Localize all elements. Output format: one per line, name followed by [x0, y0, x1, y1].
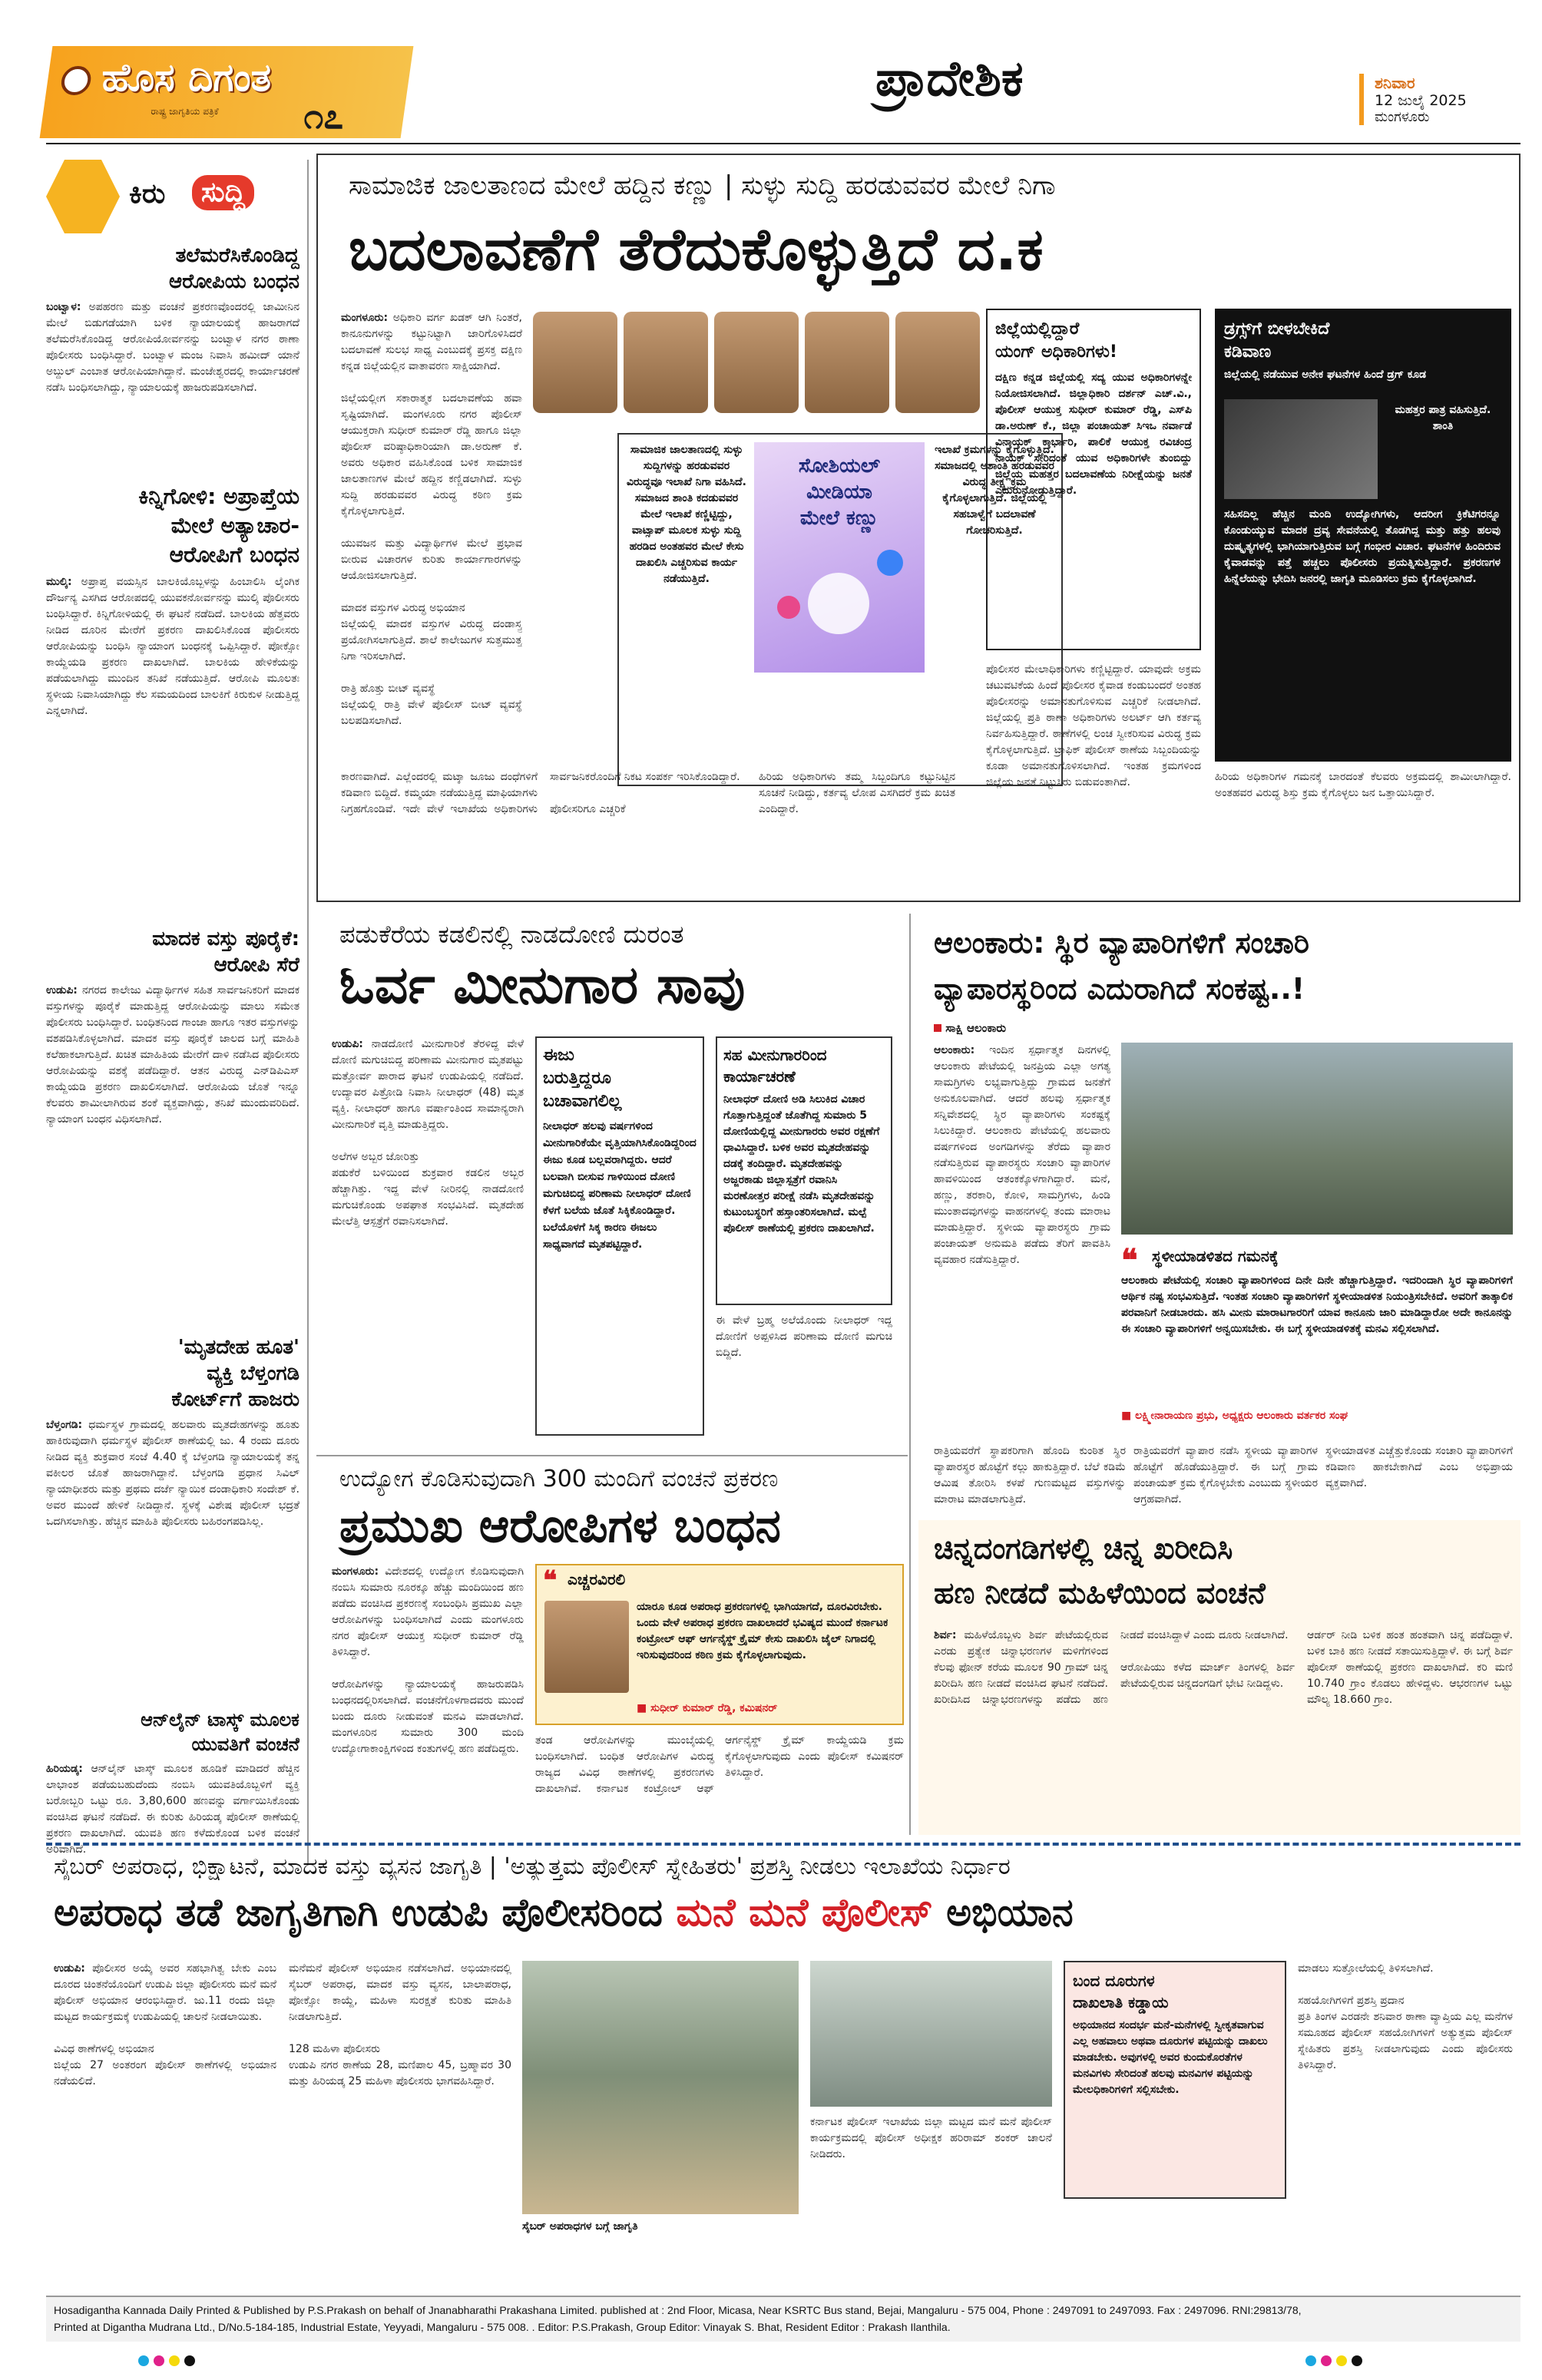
brief-item [46, 1707, 299, 1863]
masthead [46, 46, 1520, 154]
main-body-text: ಅಧಿಕಾರಿ ವರ್ಗ ಖಡಕ್ ಆಗಿ ನಿಂತರೆ, ಕಾನೂನುಗಳನ್ನು ಕಟ್ಟುನಿಟ್ಟಾಗಿ ಜಾರಿಗೊಳಿಸಿದರೆ ಬದಲಾವಣೆ ಸುಲಭ ಸಾಧ್ಯ ಎಂಬುದಕ್ಕೆ ಪ್ರಸಕ್ತ ದಕ್ಷಿಣ ಕನ್ನಡ ಜಿಲ್ಲೆಯಲ್ಲಿನ ವಾತಾವರಣ ಸಾಕ್ಷಿಯಾಗಿದೆ. ಜಿಲ್ಲೆಯಲ್ಲೀಗ ಸಕಾರಾತ್ಮಕ ಬದಲಾವಣೆಯ ಹವಾ ಸೃಷ್ಟಿಯಾಗಿದೆ. ಮಂಗಳೂರು ನಗರ ಪೊಲೀಸ್ ಆಯುಕ್ತರಾಗಿ ಸುಧೀರ್ ಕುಮಾರ್ ರೆಡ್ಡಿ ಹಾಗೂ ಜಿಲ್ಲಾ ಪೊಲೀಸ್ ವರಿಷ್ಠಾಧಿಕಾರಿಯಾಗಿ ಡಾ.ಅರುಣ್ ಕೆ. ಅವರು ಅಧಿಕಾರ ವಹಿಸಿಕೊಂಡ ಬಳಿಕ ಸಾಮಾಜಿಕ ಜಾಲತಾಣಗಳ ಮೇಲೆ ಹದ್ದಿನ ಕಣ್ಣಿಡಲಾಗಿದೆ. ಸುಳ್ಳು ಸುದ್ದಿ ಹರಡುವವರ ವಿರುದ್ಧ ಕಠಿಣ ಕ್ರಮ ಕೈಗೊಳ್ಳಲಾಗುತ್ತಿದೆ. ಯುವಜನ ಮತ್ತು ವಿದ್ಯಾರ್ಥಿಗಳ ಮೇಲೆ ಪ್ರಭಾವ ಬೀರುವ ವಿಚಾರಗಳ ಕುರಿತು ಕಾರ್ಯಾಗಾರಗಳನ್ನು ಆಯೋಜಿಸಲಾಗುತ್ತಿದೆ. ಮಾದಕ ವಸ್ತುಗಳ ವಿರುದ್ಧ ಅಭಿಯಾನ ಜಿಲ್ಲೆಯಲ್ಲಿ ಮಾದಕ ವಸ್ತುಗಳ ವಿರುದ್ಧ ದಂಡಾಸ್ತ್ರ ಪ್ರಯೋಗಿಸಲಾಗುತ್ತಿದೆ. ಶಾಲೆ ಕಾಲೇಜುಗಳ ಸುತ್ತಮುತ್ತ ನಿಗಾ ಇರಿಸಲಾಗಿದೆ. ರಾತ್ರಿ ಹೊತ್ತು ಬೀಟ್ ವ್ಯವಸ್ಥೆ ಜಿಲ್ಲೆಯಲ್ಲಿ ರಾತ್ರಿ ವೇಳೆ ಪೊಲೀಸ್ ಬೀಟ್ ವ್ಯವಸ್ಥೆ ಬಲಪಡಿಸಲಾಗಿದೆ. [341, 312, 522, 727]
story-boat-accident [316, 914, 900, 1443]
story-job-fraud [316, 1455, 908, 1835]
brief-item [46, 482, 299, 912]
story3-dateline: ಆಲಂಕಾರು: [934, 1044, 975, 1056]
story3-body-bottom-mid: ರಾತ್ರಿಯವರೆಗೆ ವ್ಯಾಪಾರ ನಡೆಸಿ ಸ್ಥಳೀಯ ವ್ಯಾಪಾರಿಗಳ ಹೊಟ್ಟೆಗೆ ಹೊಡೆಯುತ್ತಿದ್ದಾರೆ. ಈ ಬಗ್ಗೆ ಗ್ರಾಮ ಪಂಚಾಯತ್ ಕ್ರಮ ಕೈಗೊಳ್ಳಬೇಕು ಎಂಬುದು ಸ್ಥಳೀಯರ ಆಗ್ರಹವಾಗಿದೆ. [1133, 1445, 1318, 1506]
story3-headline: ಆಲಂಕಾರು: ಸ್ಥಿರ ವ್ಯಾಪಾರಿಗಳಿಗೆ ಸಂಚಾರಿ ವ್ಯಾಪಾರಸ್ಥರಿಂದ ಎದುರಾಗಿದೆ ಸಂಕಷ್ಟ..! [934, 926, 1309, 1006]
story4-headline: ಪ್ರಮುಖ ಆರೋಪಿಗಳ ಬಂಧನ [339, 1499, 781, 1553]
story2-kicker: ಪಡುಕೆರೆಯ ಕಡಲಿನಲ್ಲಿ ನಾಡದೋಣಿ ದುರಂತ [339, 920, 684, 949]
story3-body [934, 1043, 1110, 1426]
brief-text: ನಗರದ ಕಾಲೇಜು ವಿದ್ಯಾರ್ಥಿಗಳ ಸಹಿತ ಸಾರ್ವಜನಿಕರಿಗೆ ಮಾದಕ ವಸ್ತುಗಳನ್ನು ಪೂರೈಕೆ ಮಾಡುತ್ತಿದ್ದ ಆರೋಪಿಯನ್ನು ಮಾಲು ಸಮೇತ ಪೊಲೀಸರು ಬಂಧಿಸಿದ್ದಾರೆ. ಬಂಧಿತನಿಂದ ಗಾಂಜಾ ಹಾಗೂ ಇತರ ವಸ್ತುಗಳನ್ನು ವಶಪಡಿಸಿಕೊಳ್ಳಲಾಗಿದೆ. ಮಾದಕ ವಸ್ತು ಪೂರೈಕೆ ಜಾಲದ ಬಗ್ಗೆ ಮಾಹಿತಿ ಕಲೆಹಾಕಲಾಗುತ್ತಿದೆ. ಖಚಿತ ಮಾಹಿತಿಯ ಮೇರೆಗೆ ದಾಳಿ ನಡೆಸಿದ ಪೊಲೀಸರು ಆರೋಪಿಯನ್ನು ವಶಕ್ಕೆ ಪಡೆದಿದ್ದಾರೆ. ಆತನ ವಿರುದ್ಧ ಎನ್‌ಡಿಪಿಎಸ್ ಕಾಯ್ದೆಯಡಿ ಪ್ರಕರಣ ದಾಖಲಿಸಲಾಗಿದೆ. ಆರೋಪಿಯ ಜೊತೆ ಇನ್ನೂ ಕೆಲವರು ಶಾಮೀಲಾಗಿರುವ ಶಂಕೆ ವ್ಯಕ್ತವಾಗಿದ್ದು, ತನಿಖೆ ಮುಂದುವರಿದಿದೆ. ನ್ಯಾಯಾಂಗ ಬಂಧನ ವಿಧಿಸಲಾಗಿದೆ. [46, 984, 299, 1126]
tagline: ರಾಷ್ಟ್ರ ಜಾಗೃತಿಯ ಪತ್ರಿಕೆ [151, 106, 219, 117]
brand-kiru: ಕಿರು [129, 178, 166, 210]
quote-body: ಆಲಂಕಾರು ಪೇಟೆಯಲ್ಲಿ ಸಂಚಾರಿ ವ್ಯಾಪಾರಿಗಳಿಂದ ದಿನೇ ದಿನೇ ಹೆಚ್ಚಾಗುತ್ತಿದ್ದಾರೆ. ಇದರಿಂದಾಗಿ ಸ್ಥಿರ ವ್ಯಾಪಾರಿಗಳಿಗೆ ಆರ್ಥಿಕ ನಷ್ಟ ಸಂಭವಿಸುತ್ತಿದೆ. ಇಂತಹ ಸಂಚಾರಿ ವ್ಯಾಪಾರಿಗಳಿಗೆ ಸ್ಥಳೀಯಾಡಳಿತ ನಿಯಂತ್ರಿಸಬೇಕಿದೆ. ಅವರಿಗೆ ತಾತ್ಕಾಲಿಕ ಪರವಾನಿಗೆ ನೀಡಬಾರದು. ಹಸಿ ಮೀನು ಮಾರಾಟಗಾರರಿಗೆ ಯಾವ ಕಾನೂನು ಜಾರಿ ಮಾಡಿದ್ದಾರೋ ಅದೇ ಕಾನೂನನ್ನು ಈ ಸಂಚಾರಿ ವ್ಯಾಪಾರಿಗಳಿಗೆ ಅನ್ವಯಿಸಬೇಕು. ಈ ಬಗ್ಗೆ ಸ್ಥಳೀಯಾಡಳಿತಕ್ಕೆ ಮನವಿ ಸಲ್ಲಿಸಲಾಗಿದೆ. [1121, 1274, 1513, 1335]
box2-title: ಸಹ ಮೀನುಗಾರರಿಂದ ಕಾರ್ಯಾಚರಣೆ [723, 1046, 827, 1086]
drug-box-side: ಮಹತ್ತರ ಪಾತ್ರ ವಹಿಸುತ್ತಿದೆ. ಶಾಂತಿ [1395, 404, 1491, 432]
story3-byline-text: ಸಾಕ್ಷಿ ಆಲಂಕಾರು [945, 1021, 1007, 1035]
vendor-truck-photo [1121, 1043, 1513, 1235]
story4-alert-box [535, 1564, 904, 1725]
story6-headline-b: ಮನೆ ಮನೆ ಪೊಲೀಸ್ [676, 1890, 933, 1935]
box1-body: ನೀಲಾಧರ್ ಹಲವು ವರ್ಷಗಳಿಂದ ಮೀನುಗಾರಿಕೆಯೇ ವೃತ್ತಿಯಾಗಿಸಿಕೊಂಡಿದ್ದರಿಂದ ಈಜು ಕೂಡ ಬಲ್ಲವರಾಗಿದ್ದರು. ಆದರೆ ಬಲವಾಗಿ ಬೀಸುವ ಗಾಳಿಯಿಂದ ದೋಣಿ ಮಗುಚಿಬಿದ್ದ ಪರಿಣಾಮ ನೀಲಾಧರ್ ದೋಣಿ ಕೆಳಗೆ ಬಲೆಯ ಜೊತೆ ಸಿಕ್ಕಿಕೊಂಡಿದ್ದಾರೆ. ಬಲೆಯೊಳಗೆ ಸಿಕ್ಕ ಕಾರಣ ಈಜಲು ಸಾಧ್ಯವಾಗದೆ ಮೃತಪಟ್ಟಿದ್ದಾರೆ. [543, 1120, 697, 1251]
alert-by: ■ ಸುಧೀರ್ ಕುಮಾರ್ ರೆಡ್ಡಿ, ಕಮಿಷನರ್ [637, 1702, 778, 1714]
reg-dot-yellow [169, 2355, 180, 2366]
imprint-line-1: Hosadigantha Kannada Daily Printed & Published by P.S.Prakash on behalf of Jnanabharathi Prakashana Limited. published at : 2nd Floor, Micasa, Near KSRTC Bus stand, Bejai, Mangaluru - 575 004, Phone : 2497091 to 2497093. Fax : 2497096. RNI:29813/78, [54, 2304, 1302, 2316]
main-body-bottom: ಕಾರಣವಾಗಿದೆ. ಎಲ್ಲೆಂದರಲ್ಲಿ ಮಟ್ಕಾ ಜೂಜು ದಂಧೆಗಳಿಗೆ ಕಡಿವಾಣ ಬಿದ್ದಿದೆ. ಕಮ್ಮಯಾ ನಡೆಯುತ್ತಿದ್ದ ಮಾಫಿಯಾಗಳು ನಿಗ್ರಹಗೊಂಡಿವೆ. ಇದೇ ವೇಳೆ ಇಲಾಖೆಯ ಅಧಿಕಾರಿಗಳು ಸಾರ್ವಜನಿಕರೊಂದಿಗೆ ನಿಕಟ ಸಂಪರ್ಕ ಇರಿಸಿಕೊಂಡಿದ್ದಾರೆ. ಪೊಲೀಸರಿಗೂ ಎಚ್ಚರಿಕೆ ಹಿರಿಯ ಅಧಿಕಾರಿಗಳು ತಮ್ಮ ಸಿಬ್ಬಂದಿಗೂ ಕಟ್ಟುನಿಟ್ಟಿನ ಸೂಚನೆ ನೀಡಿದ್ದು, ಕರ್ತವ್ಯ ಲೋಪ ಎಸಗಿದರೆ ಕ್ರಮ ಖಚಿತ ಎಂದಿದ್ದಾರೆ. [341, 771, 955, 815]
alert-title: ಎಚ್ಚರವಿರಲಿ [567, 1570, 626, 1588]
brief-headline: ಕಿನ್ನಿಗೋಳಿ: ಅಪ್ರಾಪ್ತೆಯ ಮೇಲೆ ಅತ್ಯಾಚಾರ- ಆರೋಪಿಗೆ ಬಂಧನ [138, 484, 299, 567]
brief-text: ಧರ್ಮಸ್ಥಳ ಗ್ರಾಮದಲ್ಲಿ ಹಲವಾರು ಮೃತದೇಹಗಳನ್ನು ಹೂತು ಹಾಕಿರುವುದಾಗಿ ಧರ್ಮಸ್ಥಳ ಪೊಲೀಸ್ ಠಾಣೆಯಲ್ಲಿ ಜು. 4 ರಂದು ದೂರು ನೀಡಿದ ವ್ಯಕ್ತಿ ಶುಕ್ರವಾರ ಸಂಜೆ 4.40 ಕ್ಕೆ ಬೆಳ್ತಂಗಡಿ ನ್ಯಾಯಾಲಯಕ್ಕೆ ತನ್ನ ವಕೀಲರ ಜೊತೆ ಹಾಜರಾಗಿದ್ದಾನೆ. ಬೆಳ್ತಂಗಡಿ ಪ್ರಧಾನ ಸಿವಿಲ್ ನ್ಯಾಯಾಧೀಶರು ಮತ್ತು ಪ್ರಥಮ ದರ್ಜೆ ನ್ಯಾಯಿಕ ದಂಡಾಧಿಕಾರಿ ಸಂದೇಶ್ ಕೆ. ಅವರ ಮುಂದೆ ಹೇಳಿಕೆ ನೀಡಿದ್ದಾನೆ. ಸ್ಥಳಕ್ಕೆ ವಿಶೇಷ ಪೊಲೀಸ್ ಭದ್ರತೆ ಒದಗಿಸಲಾಗಿತ್ತು. ಹೆಚ್ಚಿನ ಮಾಹಿತಿ ಪೊಲೀಸರು ಬಹಿರಂಗಪಡಿಸಿಲ್ಲ. [46, 1419, 299, 1528]
officer-photo-3 [714, 312, 799, 413]
brief-body [46, 983, 299, 1321]
story6-body [54, 1961, 276, 2283]
photo-caption [522, 2219, 799, 2234]
reg-dot-magenta [154, 2355, 164, 2366]
masthead-rule [46, 143, 1520, 144]
main-headline: ಬದಲಾವಣೆಗೆ ತೆರೆದುಕೊಳ್ಳುತ್ತಿದೆ ದ.ಕ [349, 215, 1044, 283]
story3-body-bottom-left: ರಾತ್ರಿಯವರೆಗೆ ಸ್ಥಾಪಕರಿಗಾಗಿ ಹೊಂದಿ ಕುಂಠಿತ ಸ್ಥಿರ ವ್ಯಾಪಾರಸ್ಥರ ಹೊಟ್ಟೆಗೆ ಕಲ್ಲು ಹಾಕುತ್ತಿದ್ದಾರೆ. ಬೆಲೆ ಕಡಿಮೆ ಆಮಿಷ ತೋರಿಸಿ ಕಳಪೆ ಗುಣಮಟ್ಟದ ವಸ್ತುಗಳನ್ನು ಮಾರಾಟ ಮಾಡಲಾಗುತ್ತಿದೆ. [934, 1445, 1126, 1506]
story4-body [332, 1564, 524, 1825]
alert-by-text: ಸುಧೀರ್ ಕುಮಾರ್ ರೆಡ್ಡಿ, ಕಮಿಷನರ್ [650, 1702, 778, 1714]
story2-box2 [716, 1036, 892, 1305]
reg-dot-yellow [1336, 2355, 1347, 2366]
story6-headline-a: ಅಪರಾಧ ತಡೆ ಜಾಗೃತಿಗಾಗಿ ಉಡುಪಿ ಪೊಲೀಸರಿಂದ [54, 1890, 663, 1935]
brief-headline: 'ಮೃತದೇಹ ಹೂತ' ವ್ಯಕ್ತಿ ಬೆಳ್ತಂಗಡಿ ಕೋರ್ಟ್‌ಗೆ ಹಾಜರು [171, 1336, 299, 1411]
brief-headline: ಆನ್‌ಲೈನ್ ಟಾಸ್ಕ್ ಮೂಲಕ ಯುವತಿಗೆ ವಂಚನೆ [141, 1709, 299, 1755]
alert-body: ಯಾರೂ ಕೂಡ ಅಪರಾಧ ಪ್ರಕರಣಗಳಲ್ಲಿ ಭಾಗಿಯಾಗದೆ, ದೂರವಿರಬೇಕು. ಒಂದು ವೇಳೆ ಅಪರಾಧ ಪ್ರಕರಣ ದಾಖಲಾದರೆ ಭವಿಷ್ಯದ ಮುಂದೆ ಕರ್ನಾಟಕ ಕಂಟ್ರೋಲ್ ಆಫ್ ಆರ್ಗನೈಸ್ಡ್ ಕ್ರೈಮ್ ಕೇಸು ದಾಖಲಿಸಿ ಜೈಲ್ ನಿಗಾದಲ್ಲಿ ಇರಿಸುವುದರಿಂದ ಕಠಿಣ ಕ್ರಮ ಕೈಗೊಳ್ಳಲಾಗುವುದು. [637, 1601, 888, 1661]
story-gold-fraud [918, 1520, 1520, 1835]
brief-text: ಅಪ್ರಾಪ್ತ ವಯಸ್ಸಿನ ಬಾಲಕಿಯೊಬ್ಬಳನ್ನು ಹಿಂಬಾಲಿಸಿ ಲೈಂಗಿಕ ದೌರ್ಜನ್ಯ ಎಸಗಿದ ಆರೋಪದಲ್ಲಿ ಯುವಕನೋರ್ವನನ್ನು ಮುಲ್ಕಿ ಪೊಲೀಸರು ಬಂಧಿಸಿದ್ದಾರೆ. ಕಿನ್ನಿಗೋಳಿಯಲ್ಲಿ ಈ ಘಟನೆ ನಡೆದಿದೆ. ಬಾಲಕಿಯ ಹೆತ್ತವರು ನೀಡಿದ ದೂರಿನ ಮೇರೆಗೆ ಪ್ರಕರಣ ದಾಖಲಿಸಿಕೊಂಡ ಪೊಲೀಸರು ಆರೋಪಿಯನ್ನು ಬಂಧಿಸಿ ನ್ಯಾಯಾಂಗ ಬಂಧನಕ್ಕೆ ಒಪ್ಪಿಸಿದ್ದಾರೆ. ಪೋಕ್ಸೋ ಕಾಯ್ದೆಯಡಿ ಪ್ರಕರಣ ದಾಖಲಾಗಿದೆ. ಬಾಲಕಿಯ ಹೇಳಿಕೆಯನ್ನು ಪಡೆಯಲಾಗಿದ್ದು ಮುಂದಿನ ತನಿಖೆ ನಡೆಯುತ್ತಿದೆ. ಆರೋಪಿ ಮೂಲತಃ ಸ್ಥಳೀಯ ನಿವಾಸಿಯಾಗಿದ್ದು ಕೆಲ ಸಮಯದಿಂದ ಬಾಲಕಿಗೆ ಕಿರುಕುಳ ನೀಡುತ್ತಿದ್ದ ಎನ್ನಲಾಗಿದೆ. [46, 576, 299, 717]
main-story [316, 154, 1520, 902]
chat-bubble-icon [808, 573, 869, 634]
main-body-right: ಪೊಲೀಸರ ಮೇಲಾಧಿಕಾರಿಗಳು ಕಣ್ಣಿಟ್ಟಿದ್ದಾರೆ. ಯಾವುದೇ ಅಕ್ರಮ ಚಟುವಟಿಕೆಯ ಹಿಂದೆ ಪೊಲೀಸರ ಕೈವಾಡ ಕಂಡುಬಂದರೆ ಅಂತಹ ಪೊಲೀಸರನ್ನು ಅಮಾನತುಗೊಳಿಸುವ ಎಚ್ಚರಿಕೆ ನೀಡಲಾಗಿದೆ. ಜಿಲ್ಲೆಯಲ್ಲಿ ಪ್ರತಿ ಠಾಣಾ ಅಧಿಕಾರಿಗಳು ಅಲರ್ಟ್ ಆಗಿ ಕರ್ತವ್ಯ ನಿರ್ವಹಿಸುತ್ತಿದ್ದಾರೆ. ಠಾಣೆಗಳಲ್ಲಿ ಲಂಚ ಸ್ವೀಕರಿಸುವ ವಿರುದ್ಧ ಕ್ರಮ ಕೈಗೊಳ್ಳಲಾಗುತ್ತಿದೆ. ಟ್ರಾಫಿಕ್ ಪೊಲೀಸ್ ಠಾಣೆಯ ಸಿಬ್ಬಂದಿಯನ್ನು ಕೂಡಾ ಅಮಾನತುಗೊಳಿಸಲಾಗಿದೆ. ಇಂತಹ ಕ್ರಮಗಳಿಂದ ಜಿಲ್ಲೆಯ ಜನತೆ ನಿಟ್ಟುಸಿರು ಬಿಡುವಂತಾಗಿದೆ. [986, 663, 1201, 788]
drug-box-title: ಡ್ರಗ್ಸ್‌ಗೆ ಬೀಳಬೇಕಿದೆ ಕಡಿವಾಣ [1224, 319, 1330, 362]
story5-dateline: ಶಿರ್ವ: [934, 1629, 957, 1641]
reg-dot-black [184, 2355, 195, 2366]
reg-dot-magenta [1321, 2355, 1332, 2366]
like-icon [877, 550, 903, 576]
officer-photo-1 [533, 312, 617, 413]
young-box-title: ಜಿಲ್ಲೆಯಲ್ಲಿದ್ದಾರೆ ಯಂಗ್ ಅಧಿಕಾರಿಗಳು! [995, 319, 1117, 362]
brief-dateline: ಬೆಳ್ತಂಗಡಿ: [46, 1419, 83, 1431]
box2-body: ನೀಲಾಧರ್ ದೋಣಿ ಅಡಿ ಸಿಲುಕಿದ ವಿಚಾರ ಗೊತ್ತಾಗುತ್ತಿದ್ದಂತೆ ಜೊತೆಗಿದ್ದ ಸುಮಾರು 5 ದೋಣಿಯಲ್ಲಿದ್ದ ಮೀನುಗಾರರು ಅವರ ರಕ್ಷಣೆಗೆ ಧಾವಿಸಿದ್ದಾರೆ. ಬಳಿಕ ಅವರ ಮೃತದೇಹವನ್ನು ದಡಕ್ಕೆ ತಂದಿದ್ದಾರೆ. ಮೃತದೇಹವನ್ನು ಅಜ್ಜರಕಾಡು ಜಿಲ್ಲಾಸ್ಪತ್ರೆಗೆ ರವಾನಿಸಿ ಮರಣೋತ್ತರ ಪರೀಕ್ಷೆ ನಡೆಸಿ ಮೃತದೇಹವನ್ನು ಕುಟುಂಬಸ್ಥರಿಗೆ ಹಸ್ತಾಂತರಿಸಲಾಗಿದೆ. ಮಲ್ಪೆ ಪೊಲೀಸ್ ಠಾಣೆಯಲ್ಲಿ ಪ್ರಕರಣ ದಾಖಲಾಗಿದೆ. [723, 1093, 880, 1235]
social-graphic [754, 442, 925, 673]
callout-left-text: ಸಾಮಾಜಿಕ ಜಾಲತಾಣದಲ್ಲಿ ಸುಳ್ಳು ಸುದ್ದಿಗಳನ್ನು ಹರಡುವವರ ವಿರುದ್ಧವೂ ಇಲಾಖೆ ನಿಗಾ ವಹಿಸಿದೆ. ಸಮಾಜದ ಶಾಂತಿ ಕದಡುವವರ ಮೇಲೆ ಇಲಾಖೆ ಕಣ್ಣಿಟ್ಟಿದ್ದು, ವಾಟ್ಸಾಪ್ ಮೂಲಕ ಸುಳ್ಳು ಸುದ್ದಿ ಹರಡಿದ ಅಂತಹವರ ಮೇಲೆ ಕೇಸು ದಾಖಲಿಸಿ ಎಚ್ಚರಿಸುವ ಕಾರ್ಯ ನಡೆಯುತ್ತಿದೆ. [627, 444, 746, 585]
brief-text: ಅಪಹರಣ ಮತ್ತು ವಂಚನೆ ಪ್ರಕರಣವೊಂದರಲ್ಲಿ ಜಾಮೀನಿನ ಮೇಲೆ ಬಿಡುಗಡೆಯಾಗಿ ಬಳಿಕ ನ್ಯಾಯಾಲಯಕ್ಕೆ ಹಾಜರಾಗದೆ ತಲೆಮರೆಸಿಕೊಂಡಿದ್ದ ಆರೋಪಿಯೋರ್ವನನ್ನು ಬಂಟ್ವಾಳ ನಗರ ಠಾಣಾ ಪೊಲೀಸರು ಬಂಧಿಸಿದ್ದಾರೆ. ಬಂಟ್ವಾಳ ಮಂಜ ನಿವಾಸಿ ಹಮೀದ್ ಯಾನೆ ಅಬ್ದುಲ್ ಎಂಬಾತ ಆರೋಪಿಯಾಗಿದ್ದಾನೆ. ಮಂಜೇಶ್ವರದಲ್ಲಿ ಕಾರ್ಯಾಚರಣೆ ನಡೆಸಿ ಬಂಧಿಸಲಾಗಿದ್ದು, ನ್ಯಾಯಾಲಯಕ್ಕೆ ಹಾಜರುಪಡಿಸಲಾಗಿದೆ. [46, 301, 299, 394]
story3-byline [934, 1021, 1006, 1035]
brief-body [46, 1417, 299, 1694]
story2-tail: ಈ ವೇಳೆ ಬ್ರಹ್ಮ ಅಲೆಯೊಂದು ನೀಲಾಧರ್ ಇದ್ದ ದೋಣಿಗೆ ಅಪ್ಪಳಿಸಿದ ಪರಿಣಾಮ ದೋಣಿ ಮಗುಚಿ ಬಿದ್ದಿದೆ. [716, 1314, 892, 1359]
brief-text: ಆನ್‌ಲೈನ್ ಟಾಸ್ಕ್ ಮೂಲಕ ಹೂಡಿಕೆ ಮಾಡಿದರೆ ಹೆಚ್ಚಿನ ಲಾಭಾಂಶ ಪಡೆಯಬಹುದೆಂದು ನಂಬಿಸಿ ಯುವತಿಯೊಬ್ಬಳಿಗೆ ವ್ಯಕ್ತಿ ಬರೋಬ್ಬರಿ ಒಟ್ಟು ರೂ. 3,80,600 ಹಣವನ್ನು ವರ್ಗಾಯಿಸಿಕೊಂಡು ವಂಚಿಸಿದ ಘಟನೆ ನಡೆದಿದೆ. ಈ ಕುರಿತು ಹಿರಿಯಡ್ಕ ಪೊಲೀಸ್ ಠಾಣೆಯಲ್ಲಿ ಪ್ರಕರಣ ದಾಖಲಾಗಿದೆ. ಯುವತಿ ಹಣ ಕಳೆದುಕೊಂಡ ಬಳಿಕ ವಂಚನೆ ಅರಿವಾಗಿದೆ. [46, 1763, 299, 1856]
main-kicker: ಸಾಮಾಜಿಕ ಜಾಲತಾಣದ ಮೇಲೆ ಹದ್ದಿನ ಕಣ್ಣು | ಸುಳ್ಳು ಸುದ್ದಿ ಹರಡುವವರ ಮೇಲೆ ನಿಗಾ [349, 170, 1056, 201]
heart-icon [777, 596, 800, 619]
story4-body-text: ವಿದೇಶದಲ್ಲಿ ಉದ್ಯೋಗ ಕೊಡಿಸುವುದಾಗಿ ನಂಬಿಸಿ ಸುಮಾರು ನೂರಕ್ಕೂ ಹೆಚ್ಚು ಮಂದಿಯಿಂದ ಹಣ ಪಡೆದು ವಂಚಿಸಿದ ಪ್ರಕರಣಕ್ಕೆ ಸಂಬಂಧಿಸಿ ಪ್ರಮುಖ ಎಲ್ಲಾ ಆರೋಪಿಗಳನ್ನು ಬಂಧಿಸಲಾಗಿದೆ ಎಂದು ಮಂಗಳೂರು ನಗರ ಪೊಲೀಸ್ ಆಯುಕ್ತ ಸುಧೀರ್ ಕುಮಾರ್ ರೆಡ್ಡಿ ತಿಳಿಸಿದ್ದಾರೆ. ಆರೋಪಿಗಳನ್ನು ನ್ಯಾಯಾಲಯಕ್ಕೆ ಹಾಜರುಪಡಿಸಿ ಬಂಧನದಲ್ಲಿರಿಸಲಾಗಿದೆ. ವಂಚನೆಗೊಳಗಾದವರು ಮುಂದೆ ಬಂದು ದೂರು ನೀಡುವಂತೆ ಮನವಿ ಮಾಡಲಾಗಿದೆ. ಮಂಗಳೂರಿನ ಸುಮಾರು 300 ಮಂದಿ ಉದ್ಯೋಗಾಕಾಂಕ್ಷಿಗಳಿಂದ ಕಂತುಗಳಲ್ಲಿ ಹಣ ಪಡೆದಿದ್ದರು. [332, 1565, 524, 1755]
story6-body-right: ಮಾಡಲು ಸುತ್ತೋಲೆಯಲ್ಲಿ ತಿಳಿಸಲಾಗಿದೆ. ಸಹಯೋಗಿಗಳಿಗೆ ಪ್ರಶಸ್ತಿ ಪ್ರದಾನ ಪ್ರತಿ ತಿಂಗಳ ಎರಡನೇ ಶನಿವಾರ ಠಾಣಾ ವ್ಯಾಪ್ತಿಯ ಎಲ್ಲ ಮನೆಗಳ ಸಮೂಹದ ಪೊಲೀಸ್ ಸಹಯೋಗಿಗಳಿಗೆ ಅತ್ಯುತ್ತಮ ಪೊಲೀಸ್ ಸ್ನೇಹಿತರು ಪ್ರಶಸ್ತಿ ನೀಡಲಾಗುವುದು ಎಂದು ಪೊಲೀಸರು ತಿಳಿಸಿದ್ದಾರೆ. [1298, 1962, 1513, 2071]
brief-headline: ತಲೆಮರೆಸಿಕೊಂಡಿದ್ದ ಆರೋಪಿಯ ಬಂಧನ [169, 244, 299, 293]
brief-item [46, 1334, 299, 1694]
logo [40, 46, 414, 138]
story2-headline: ಓರ್ವ ಮೀನುಗಾರ ಸಾವು [339, 955, 746, 1016]
story-divider-v [909, 914, 911, 1835]
brief-body [46, 574, 299, 912]
page-number: ೧೭ [303, 95, 344, 137]
logo-text: ಹೊಸ ದಿಗಂತ [101, 55, 272, 100]
alert-quote-icon: ❝ [543, 1565, 558, 1596]
quote-title: ಸ್ಥಳೀಯಾಡಳಿತದ ಗಮನಕ್ಕೆ [1152, 1247, 1279, 1265]
officer-photo-4 [805, 312, 889, 413]
story5-body [934, 1628, 1295, 1827]
brief-dateline: ಬಂಟ್ವಾಳ: [46, 301, 81, 313]
quote-by-text: ಲಕ್ಷ್ಮೀನಾರಾಯಣ ಪ್ರಭು, ಅಧ್ಯಕ್ಷರು ಆಲಂಕಾರು ವರ್ತಕರ ಸಂಘ [1135, 1410, 1348, 1422]
footer-imprint [46, 2296, 1520, 2342]
police-event-photo-2 [810, 1961, 1052, 2107]
reg-dot-cyan [1305, 2355, 1316, 2366]
drug-box-tail: ಹಿರಿಯ ಅಧಿಕಾರಿಗಳ ಗಮನಕ್ಕೆ ಬಾರದಂತೆ ಕೆಲವರು ಅಕ್ರಮದಲ್ಲಿ ಶಾಮೀಲಾಗಿದ್ದಾರೆ. ಅಂತಹವರ ವಿರುದ್ಧ ಶಿಸ್ತು ಕ್ರಮ ಕೈಗೊಳ್ಳಲು ಜನ ಒತ್ತಾಯಿಸಿದ್ದಾರೆ. [1215, 771, 1511, 799]
callout-center-title: ಸೋಶಿಯಲ್ ಮೀಡಿಯಾ ಮೇಲೆ ಕಣ್ಣು [798, 455, 881, 530]
date-block [1359, 74, 1520, 125]
kiru-suddi-brand [46, 160, 299, 233]
young-box-body: ದಕ್ಷಿಣ ಕನ್ನಡ ಜಿಲ್ಲೆಯಲ್ಲಿ ಸದ್ಯ ಯುವ ಅಧಿಕಾರಿಗಳನ್ನೇ ನಿಯೋಜಿಸಲಾಗಿದೆ. ಜಿಲ್ಲಾಧಿಕಾರಿ ದರ್ಶನ್ ಎಚ್.ವಿ., ಪೊಲೀಸ್ ಆಯುಕ್ತ ಸುಧೀರ್ ಕುಮಾರ್ ರೆಡ್ಡಿ, ಎಸ್‌ಪಿ ಡಾ.ಅರುಣ್ ಕೆ., ಜಿಲ್ಲಾ ಪಂಚಾಯತ್ ಸಿಇಒ ನರ್ವಾಡೆ ವಿನಾಯಕ್ ಕಾರ್ಭಾರಿ, ಪಾಲಿಕೆ ಆಯುಕ್ತ ರವಿಚಂದ್ರ ನಾಯಕ್ ಸೇರಿದಂತೆ ಯುವ ಅಧಿಕಾರಿಗಳೇ ತುಂಬಿದ್ದು ಜಿಲ್ಲೆಯ ಮಹತ್ತರ ಬದಲಾವಣೆಯ ನಿರೀಕ್ಷೆಯನ್ನು ಜನತೆ ಎದುರುನೋಡುತ್ತಿದ್ದಾರೆ. [995, 372, 1192, 497]
story3-quote-box [1121, 1242, 1513, 1434]
story6-headline [54, 1890, 1513, 1935]
story4-dateline: ಮಂಗಳೂರು: [332, 1565, 379, 1578]
young-officers-box [986, 309, 1201, 650]
story5-body-right: ಆರ್ಡರ್ ನೀಡಿ ಬಳಿಕ ಹಂತ ಹಂತವಾಗಿ ಚಿನ್ನ ಪಡೆದಿದ್ದಾಳೆ. ಬಳಿಕ ಬಾಕಿ ಹಣ ನೀಡದೆ ಸತಾಯಿಸುತ್ತಿದ್ದಾಳೆ. ಈ ಬಗ್ಗೆ ಶಿರ್ವ ಪೊಲೀಸ್ ಠಾಣೆಯಲ್ಲಿ ಪ್ರಕರಣ ದಾಖಲಾಗಿದೆ. ಕರಿ ಮಣಿ 10.740 ಗ್ರಾಂ ಕೊಡಲು ಹೇಳಿದ್ದಳು. ಆಭರಣಗಳ ಒಟ್ಟು ಮೌಲ್ಯ 18.660 ಗ್ರಾಂ. [1307, 1629, 1513, 1706]
lamp-icon [59, 66, 92, 95]
drug-box-body: ಸಹಿಸದಿಲ್ಲ ಹೆಚ್ಚಿನ ಮಂದಿ ಉದ್ಯೋಗಿಗಳು, ಆದರೀಗ ಕ್ರಿಕೆಟಿಗರನ್ನೂ ಕೊಂಡುಯ್ಯುವ ಮಾದಕ ದ್ರವ್ಯ ಸೇವನೆಯಲ್ಲಿ ತೊಡಗಿದ್ದ ಮತ್ತು ಹತ್ತು ಹಲವು ದುಷ್ಕೃತ್ಯಗಳಲ್ಲಿ ಭಾಗಿಯಾಗುತ್ತಿರುವ ಬಗ್ಗೆ ಗಂಭೀರ ವಿಚಾರ. ಘಟನೆಗಳ ಹಿಂದಿರುವ ಕೈವಾಡವನ್ನು ಪತ್ತೆ ಹಚ್ಚಲು ಪೊಲೀಸರು ಪ್ರಯತ್ನಿಸುತ್ತಿದ್ದಾರೆ. ಪ್ರಕರಣಗಳ ಹಿನ್ನೆಲೆಯನ್ನು ಭೇದಿಸಿ ಜನರಲ್ಲಿ ಜಾಗೃತಿ ಮೂಡಿಸಲು ಕ್ರಮ ಕೈಗೊಳ್ಳಲಾಗಿದೆ. [1224, 508, 1501, 585]
story6-dateline: ಉಡುಪಿ: [54, 1962, 85, 1975]
brief-headline: ಮಾದಕ ವಸ್ತು ಪೂರೈಕೆ: ಆರೋಪಿ ಸೆರೆ [152, 927, 299, 977]
story5-headline: ಚಿನ್ನದಂಗಡಿಗಳಲ್ಲಿ ಚಿನ್ನ ಖರೀದಿಸಿ ಹಣ ನೀಡದೆ ಮಹಿಳೆಯಿಂದ ವಂಚನೆ [934, 1532, 1266, 1610]
brand-suddi: ಸುದ್ದಿ [192, 175, 254, 210]
story2-body [332, 1036, 524, 1436]
day: ಶನಿವಾರ [1375, 74, 1415, 92]
complaints-title: ಬಂದ ದೂರುಗಳ ದಾಖಲಾತಿ ಕಡ್ಡಾಯ [1073, 1972, 1169, 2011]
story6-body-photo-right: ಕರ್ನಾಟಕ ಪೊಲೀಸ್ ಇಲಾಖೆಯ ಜಿಲ್ಲಾ ಮಟ್ಟದ ಮನೆ ಮನೆ ಪೊಲೀಸ್ ಕಾರ್ಯಕ್ರಮದಲ್ಲಿ ಪೊಲೀಸ್ ಅಧೀಕ್ಷಕ ಹರಿರಾಮ್ ಶಂಕರ್ ಚಾಲನೆ ನೀಡಿದರು. [810, 2116, 1052, 2160]
drugs-box [1215, 309, 1511, 762]
story3-body-text: ಇಂದಿನ ಸ್ಪರ್ಧಾತ್ಮಕ ದಿನಗಳಲ್ಲಿ ಆಲಂಕಾರು ಪೇಟೆಯಲ್ಲಿ ಜನಪ್ರಿಯ ಎಲ್ಲಾ ಅಗತ್ಯ ಸಾಮಗ್ರಿಗಳು ಲಭ್ಯವಾಗುತ್ತಿದ್ದು ಗ್ರಾಮದ ಜನತೆಗೆ ಅನುಕೂಲವಾಗಿದೆ. ಆದರೆ ಹಲವು ಸ್ಪರ್ಧಾತ್ಮಕ ಸನ್ನಿವೇಶದಲ್ಲಿ ಸ್ಥಿರ ವ್ಯಾಪಾರಿಗಳು ಸಂಕಷ್ಟಕ್ಕೆ ಸಿಲುಕಿದ್ದಾರೆ. ಆಲಂಕಾರು ಪೇಟೆಯಲ್ಲಿ ಹಲವಾರು ವರ್ಷಗಳಿಂದ ಅಂಗಡಿಗಳನ್ನು ತೆರೆದು ವ್ಯಾಪಾರ ನಡೆಸುತ್ತಿರುವ ವ್ಯಾಪಾರಸ್ಥರು ಸಂಚಾರಿ ವ್ಯಾಪಾರಿಗಳ ಹಾವಳಿಯಿಂದ ಆತಂಕಕ್ಕೊಳಗಾಗಿದ್ದಾರೆ. ಮನೆ, ಹಣ್ಣು, ತರಕಾರಿ, ಕೋಳಿ, ಸಾಮಗ್ರಿಗಳು, ಹಿಂಡಿ ಮುಂತಾದವುಗಳನ್ನು ವಾಹನಗಳಲ್ಲಿ ತಂದು ಮಾರಾಟ ಮಾಡುತ್ತಿದ್ದಾರೆ. ಸ್ಥಳೀಯ ವ್ಯಾಪಾರಸ್ಥರು ಗ್ರಾಮ ಪಂಚಾಯತ್ ಅನುಮತಿ ಪಡೆದು ತೆರಿಗೆ ಪಾವತಿಸಿ ವ್ಯವಹಾರ ನಡೆಸುತ್ತಿದ್ದಾರೆ. [934, 1044, 1110, 1266]
story-udupi-police [46, 1843, 1520, 2288]
left-column-divider [307, 160, 309, 1864]
byline-bullet-icon [934, 1024, 941, 1032]
quote-icon: ❝ [1121, 1242, 1138, 1278]
drug-box-top: ಜಿಲ್ಲೆಯಲ್ಲಿ ನಡೆಯುವ ಅನೇಕ ಘಟನೆಗಳ ಹಿಂದೆ ಡ್ರಗ್ ಕೂಡ [1224, 369, 1427, 381]
brief-dateline: ಮುಲ್ಕಿ: [46, 576, 72, 588]
story-alankaru [918, 914, 1520, 1443]
complaints-box [1064, 1961, 1286, 2199]
commissioner-photo [544, 1601, 629, 1693]
story3-body-bottom-right: ಸ್ಥಳೀಯಾಡಳಿತ ಎಚ್ಚೆತ್ತುಕೊಂಡು ಸಂಚಾರಿ ವ್ಯಾಪಾರಿಗಳಿಗೆ ಕಡಿವಾಣ ಹಾಕಬೇಕಾಗಿದೆ ಎಂಬ ಅಭಿಪ್ರಾಯ ವ್ಯಕ್ತವಾಗಿದೆ. [1325, 1445, 1513, 1489]
brief-item [46, 926, 299, 1321]
brief-item [46, 243, 299, 468]
story6-body-mid: ಮನೆಮನೆ ಪೊಲೀಸ್ ಅಭಿಯಾನ ನಡೆಸಲಾಗಿದೆ. ಅಭಿಯಾನದಲ್ಲಿ ಸೈಬರ್ ಅಪರಾಧ, ಮಾದಕ ವಸ್ತು ವ್ಯಸನ, ಬಾಲಾಪರಾಧ, ಪೋಕ್ಸೋ ಕಾಯ್ದೆ, ಮಹಿಳಾ ಸುರಕ್ಷತೆ ಕುರಿತು ಮಾಹಿತಿ ನೀಡಲಾಗುತ್ತಿದೆ. 128 ಮಹಿಳಾ ಪೊಲೀಸರು ಉಡುಪಿ ನಗರ ಠಾಣೆಯ 28, ಮಣಿಪಾಲ 45, ಬ್ರಹ್ಮಾವರ 30 ಮತ್ತು ಹಿರಿಯಡ್ಕ 25 ಮಹಿಳಾ ಪೊಲೀಸರು ಭಾಗವಹಿಸಿದ್ದಾರೆ. [289, 1962, 511, 2087]
story6-body-text: ಪೊಲೀಸರ ಅಯ್ಕೆ ಅವರ ಸಹಭಾಗಿತ್ವ ಬೇಕು ಎಂಬ ದೂರದ ಚಿಂತನೆಯೊಂದಿಗೆ ಉಡುಪಿ ಜಿಲ್ಲಾ ಪೊಲೀಸರು ಮನೆ ಮನೆ ಪೊಲೀಸ್ ಅಭಿಯಾನ ಆರಂಭಿಸಿದ್ದಾರೆ. ಜು.11 ರಂದು ಜಿಲ್ಲಾ ಮಟ್ಟದ ಕಾರ್ಯಕ್ರಮಕ್ಕೆ ಉಡುಪಿಯಲ್ಲಿ ಚಾಲನೆ ನೀಡಲಾಯಿತು. ವಿವಿಧ ಠಾಣೆಗಳಲ್ಲಿ ಅಭಿಯಾನ ಜಿಲ್ಲೆಯ 27 ಅಂತರಂಗ ಪೊಲೀಸ್ ಠಾಣೆಗಳಲ್ಲಿ ಅಭಿಯಾನ ನಡೆಯಲಿದೆ. [54, 1962, 276, 2087]
story2-body-text: ನಾಡದೋಣಿ ಮೀನುಗಾರಿಕೆ ತೆರಳಿದ್ದ ವೇಳೆ ದೋಣಿ ಮಗುಚಿಬಿದ್ದ ಪರಿಣಾಮ ಮೀನುಗಾರ ಮೃತಪಟ್ಟು ಮತ್ತೋರ್ವ ಪಾರಾದ ಘಟನೆ ಉಡುಪಿಯಲ್ಲಿ ನಡೆದಿದೆ. ಉದ್ಯಾವರ ಪಿತ್ರೋಡಿ ನಿವಾಸಿ ನೀಲಾಧರ್ (48) ಮೃತ ವ್ಯಕ್ತಿ. ನೀಲಾಧರ್ ಹಾಗೂ ವರ್ಷಾಂತಿಂದ ಸಾಮಾನ್ಯರಾಗಿ ಮೀನುಗಾರಿಕೆ ವೃತ್ತಿ ಮಾಡುತ್ತಿದ್ದರು. ಅಲೆಗಳ ಅಬ್ಬರ ಜೋರಿತ್ತು ಪಡುಕೆರೆ ಬಳಿಯಿಂದ ಶುಕ್ರವಾರ ಕಡಲಿನ ಅಬ್ಬರ ಹೆಚ್ಚಾಗಿತ್ತು. ಇದ್ದ ವೇಳೆ ನೀರಿನಲ್ಲಿ ನಾಡದೋಣಿ ಮಗುಚಿಕೊಂಡು ಅಪಘಾತ ಸಂಭವಿಸಿದೆ. ಮೃತದೇಹ ಮೇಲೆತ್ತಿ ಆಸ್ಪತ್ರೆಗೆ ರವಾನಿಸಲಾಗಿದೆ. [332, 1038, 524, 1228]
story4-kicker: ಉದ್ಯೋಗ ಕೊಡಿಸುವುದಾಗಿ 300 ಮಂದಿಗೆ ವಂಚನೆ ಪ್ರಕರಣ [339, 1466, 779, 1492]
main-body-col1 [341, 310, 522, 740]
main-dateline: ಮಂಗಳೂರು: [341, 312, 389, 324]
story3-bottom [918, 1443, 1520, 1512]
date: 12 ಜುಲೈ 2025 [1375, 92, 1467, 109]
brief-dateline: ಹಿರಿಯಡ್ಕ: [46, 1763, 83, 1775]
story6-kicker: ಸೈಬರ್ ಅಪರಾಧ, ಭಿಕ್ಷಾಟನೆ, ಮಾದಕ ವಸ್ತು ವ್ಯಸನ ಜಾಗೃತಿ | 'ಅತ್ಯುತ್ತಮ ಪೊಲೀಸ್ ಸ್ನೇಹಿತರು' ಪ್ರಶಸ್ತಿ ನೀಡಲು ಇಲಾಖೆಯ ನಿರ್ಧಾರ [54, 1853, 1011, 1880]
brief-body [46, 299, 299, 468]
story2-box1 [535, 1036, 704, 1436]
story4-body-bottom: ತಂಡ ಆರೋಪಿಗಳನ್ನು ಮುಂಬೈಯಲ್ಲಿ ಬಂಧಿಸಲಾಗಿದೆ. ಬಂಧಿತ ಆರೋಪಿಗಳ ವಿರುದ್ಧ ರಾಜ್ಯದ ವಿವಿಧ ಠಾಣೆಗಳಲ್ಲಿ ಪ್ರಕರಣಗಳು ದಾಖಲಾಗಿವೆ. ಕರ್ನಾಟಕ ಕಂಟ್ರೋಲ್ ಆಫ್ ಆರ್ಗನೈಸ್ಡ್ ಕ್ರೈಮ್ ಕಾಯ್ದೆಯಡಿ ಕ್ರಮ ಕೈಗೊಳ್ಳಲಾಗುವುದು ಎಂದು ಪೊಲೀಸ್ ಕಮಿಷನರ್ ತಿಳಿಸಿದ್ದಾರೆ. [535, 1734, 904, 1795]
story6-headline-c: ಅಭಿಯಾನ [946, 1890, 1074, 1935]
story5-body-text: ಮಹಿಳೆಯೊಬ್ಬಳು ಶಿರ್ವ ಪೇಟೆಯಲ್ಲಿರುವ ಎರಡು ಪ್ರತ್ಯೇಕ ಚಿನ್ನಾಭರಣಗಳ ಮಳಿಗೆಗಳಿಂದ ಕೆಲವು ಫೋನ್ ಕರೆಯ ಮೂಲಕ 90 ಗ್ರಾಮ್ ಚಿನ್ನ ಖರೀದಿಸಿ ಹಣ ನೀಡದೆ ವಂಚಿಸಿದ ಘಟನೆ ನಡೆದಿದೆ. ಖರೀದಿಸಿದ ಚಿನ್ನಾಭರಣಗಳನ್ನು ಪಡೆದು ಹಣ ನೀಡದೆ ವಂಚಿಸಿದ್ದಾಳೆ ಎಂದು ದೂರು ನೀಡಲಾಗಿದೆ. ಆರೋಪಿಯು ಕಳೆದ ಮಾರ್ಚ್ ತಿಂಗಳಲ್ಲಿ ಶಿರ್ವ ಪೇಟೆಯಲ್ಲಿರುವ ಚಿನ್ನದಂಗಡಿಗೆ ಭೇಟಿ ನೀಡಿದ್ದಳು. [934, 1629, 1295, 1706]
police-event-photo [522, 1961, 799, 2214]
section-title: ಪ್ರಾದೇಶಿಕ [875, 51, 1024, 107]
drugs-photo [1224, 399, 1378, 499]
caption-text: ಸೈಬರ್ ಅಪರಾಧಗಳ ಬಗ್ಗೆ ಜಾಗೃತಿ [522, 2220, 638, 2233]
quote-by: ■ ಲಕ್ಷ್ಮೀನಾರಾಯಣ ಪ್ರಭು, ಅಧ್ಯಕ್ಷರು ಆಲಂಕಾರು ವರ್ತಕರ ಸಂಘ [1121, 1410, 1348, 1422]
reg-dot-black [1352, 2355, 1362, 2366]
box1-title: ಈಜು ಬರುತ್ತಿದ್ದರೂ ಬಚಾವಾಗಲಿಲ್ಲ [543, 1046, 622, 1111]
officer-photo-5 [895, 312, 980, 413]
city: ಮಂಗಳೂರು [1375, 109, 1430, 125]
hand-icon [46, 160, 120, 233]
brief-dateline: ಉಡುಪಿ: [46, 984, 78, 997]
story2-dateline: ಉಡುಪಿ: [332, 1038, 363, 1050]
imprint-line-2: Printed at Digantha Mudrana Ltd., D/No.5-184-185, Industrial Estate, Yeyyadi, Mangaluru - 575 008. . Editor: P.S.Prakash, Group Editor: Vinayak S. Bhat, Resident Editor : Prakash Ilanthila. [54, 2321, 951, 2333]
callout-right-text: ಇಲಾಖೆ ಕ್ರಮಗಳನ್ನು ಕೈಗೊಳ್ಳುತ್ತಿದೆ. ಸಮಾಜದಲ್ಲಿ ಅಶಾಂತಿ ಹರಡುವವರ ವಿರುದ್ಧ ತೀಕ್ಷ್ಣ ಕ್ರಮ ಕೈಗೊಳ್ಳಲಾಗುತ್ತಿದೆ. ಜಿಲ್ಲೆಯಲ್ಲಿ ಸಹಬಾಳ್ವೆಗೆ ಬದಲಾವಣೆ ಗೋಚರಿಸುತ್ತಿದೆ. [935, 444, 1054, 537]
complaints-body: ಅಭಿಯಾನದ ಸಂದರ್ಭ ಮನೆ-ಮನೆಗಳಲ್ಲಿ ಸ್ವೀಕೃತವಾಗುವ ಎಲ್ಲ ಅಹವಾಲು ಅಥವಾ ದೂರುಗಳ ಪಟ್ಟಿಯನ್ನು ದಾಖಲು ಮಾಡಬೇಕು. ಅವುಗಳಲ್ಲಿ ಅವರ ಕುಂದುಕೊರತೆಗಳ ಮನವಿಗಳು ಸೇರಿದಂತೆ ಹಲವು ಮನವಿಗಳ ಪಟ್ಟಿಯನ್ನು ಮೇಲಧಿಕಾರಿಗಳಿಗೆ ಸಲ್ಲಿಸಬೇಕು. [1073, 2019, 1268, 2096]
registration-marks [138, 2355, 1367, 2371]
reg-dot-cyan [138, 2355, 149, 2366]
left-column [46, 243, 299, 1863]
officer-photo-2 [624, 312, 708, 413]
